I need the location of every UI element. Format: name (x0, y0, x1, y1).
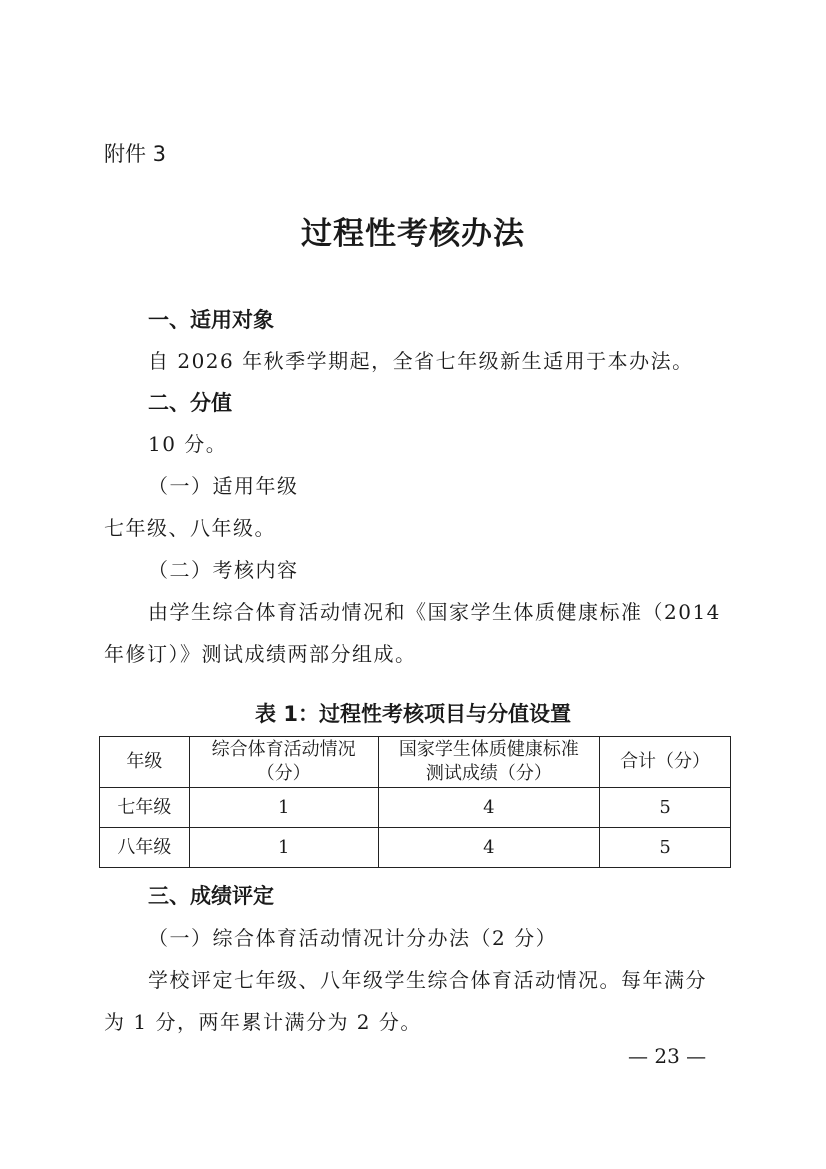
subsection-activity-scoring-text-line2: 为 1 分，两年累计满分为 2 分。 (104, 1010, 422, 1034)
section-2-text: 10 分。 (148, 432, 228, 456)
section-1-text: 自 2026 年秋季学期起，全省七年级新生适用于本办法。 (148, 349, 694, 373)
cell-standard: 4 (378, 788, 600, 828)
table-caption: 表 1：过程性考核项目与分值设置 (255, 702, 571, 726)
section-3-heading: 三、成绩评定 (148, 884, 274, 908)
table-header-row (100, 737, 731, 788)
table-row (100, 828, 731, 868)
table-row (100, 788, 731, 828)
section-2-heading: 二、分值 (148, 391, 232, 415)
cell-activity: 1 (189, 828, 378, 868)
cell-activity: 1 (189, 788, 378, 828)
header-standard-line2: 测试成绩（分） (425, 763, 552, 784)
header-grade: 年级 (100, 737, 190, 788)
header-standard (378, 737, 600, 788)
subsection-applicable-grades-text: 七年级、八年级。 (104, 516, 276, 540)
header-standard-line1: 国家学生体质健康标准 (398, 739, 579, 760)
cell-grade: 八年级 (100, 828, 190, 868)
subsection-activity-scoring-text-line1: 学校评定七年级、八年级学生综合体育活动情况。每年满分 (148, 968, 707, 992)
subsection-content-text-line2: 年修订）》测试成绩两部分组成。 (104, 642, 417, 666)
page-number: — 23 — (628, 1044, 707, 1068)
subsection-applicable-grades-heading: （一）适用年级 (148, 474, 299, 498)
header-total: 合计（分） (600, 737, 731, 788)
cell-grade: 七年级 (100, 788, 190, 828)
header-activity-line2: （分） (256, 763, 311, 784)
section-1-heading: 一、适用对象 (148, 308, 274, 332)
cell-standard: 4 (378, 828, 600, 868)
subsection-content-heading: （二）考核内容 (148, 558, 299, 582)
header-activity (189, 737, 378, 788)
subsection-activity-scoring-heading: （一）综合体育活动情况计分办法（2 分） (148, 926, 558, 950)
header-activity-line1: 综合体育活动情况 (211, 739, 356, 760)
score-table (99, 736, 731, 868)
subsection-content-text-line1: 由学生综合体育活动情况和《国家学生体质健康标准（2014 (148, 600, 721, 624)
cell-total: 5 (600, 788, 731, 828)
attachment-label: 附件 3 (104, 142, 167, 166)
cell-total: 5 (600, 828, 731, 868)
document-title: 过程性考核办法 (301, 216, 525, 252)
